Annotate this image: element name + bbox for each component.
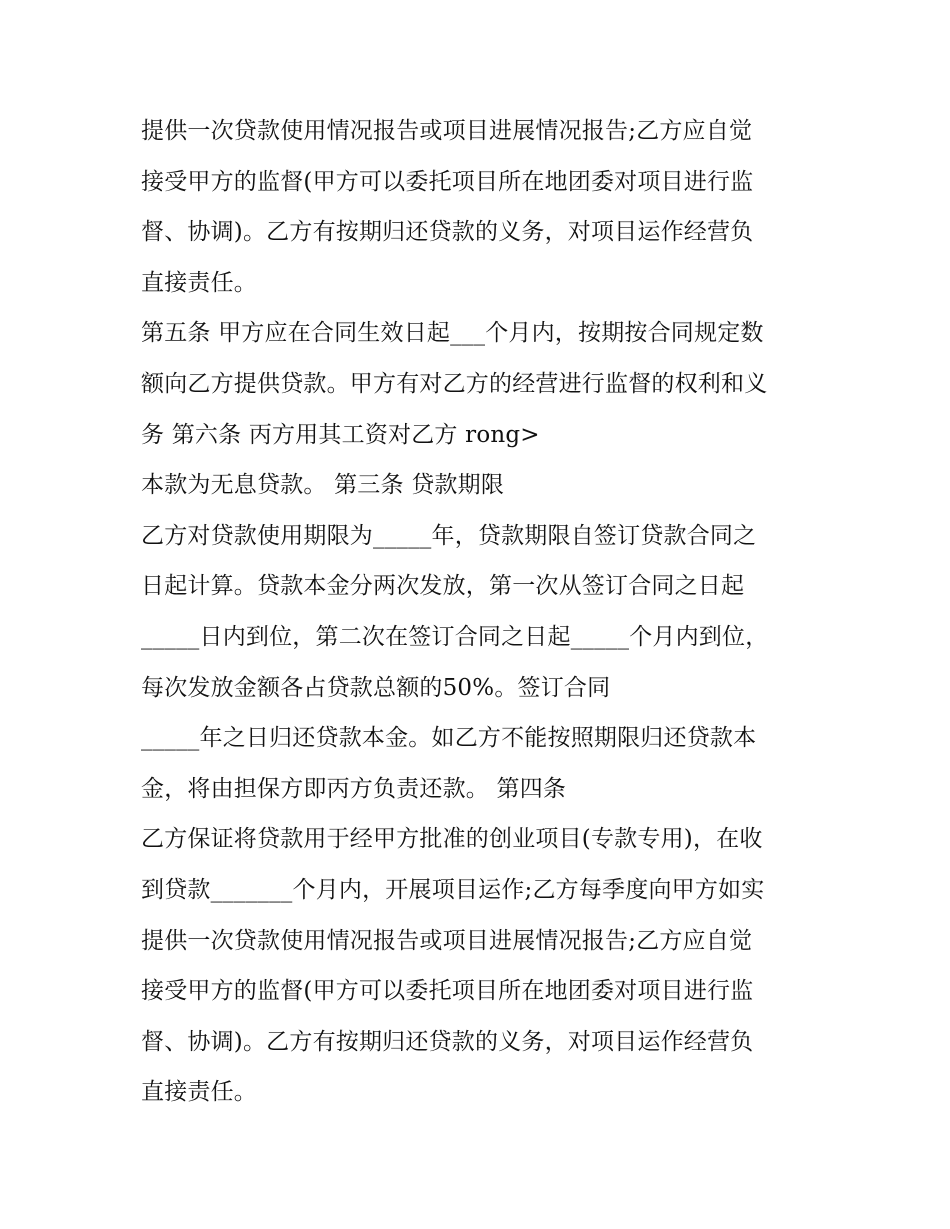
text-line: 日起计算。贷款本金分两次发放，第一次从签订合同之日起 [141, 573, 745, 600]
text-line: _____年之日归还贷款本金。如乙方不能按照期限归还贷款本 [141, 725, 757, 752]
text-line: 督、协调)。乙方有按期归还贷款的义务，对项目运作经营负 [141, 1028, 754, 1055]
text-line: 接受甲方的监督(甲方可以委托项目所在地团委对项目进行监 [141, 978, 754, 1005]
text-line: 本款为无息贷款。 第三条 贷款期限 [141, 472, 505, 499]
text-line: 到贷款_______个月内，开展项目运作;乙方每季度向甲方如实 [141, 876, 765, 903]
text-line: 金，将由担保方即丙方负责还款。 第四条 [141, 775, 567, 802]
text-line: 接受甲方的监督(甲方可以委托项目所在地团委对项目进行监 [141, 168, 754, 195]
document-body [141, 106, 831, 1118]
text-line: 务 第六条 丙方用其工资对乙方 rong> [141, 421, 540, 448]
text-line: _____日内到位，第二次在签订合同之日起_____个月内到位， [141, 623, 769, 650]
text-line: 督、协调)。乙方有按期归还贷款的义务，对项目运作经营负 [141, 219, 754, 246]
text-line: 直接责任。 [141, 1079, 257, 1106]
text-line: 每次发放金额各占贷款总额的50%。签订合同 [141, 674, 611, 701]
text-line: 提供一次贷款使用情况报告或项目进展情况报告;乙方应自觉 [141, 118, 753, 144]
text-line: 第五条 甲方应在合同生效日起___个月内，按期按合同规定数 [141, 320, 764, 347]
text-line: 额向乙方提供贷款。甲方有对乙方的经营进行监督的权利和义 [141, 370, 768, 397]
text-line: 乙方对贷款使用期限为_____年，贷款期限自签订贷款合同之 [141, 522, 757, 549]
text-line: 直接责任。 [141, 269, 257, 296]
text-line: 乙方保证将贷款用于经甲方批准的创业项目(专款专用)，在收 [141, 826, 763, 853]
text-line: 提供一次贷款使用情况报告或项目进展情况报告;乙方应自觉 [141, 927, 753, 954]
